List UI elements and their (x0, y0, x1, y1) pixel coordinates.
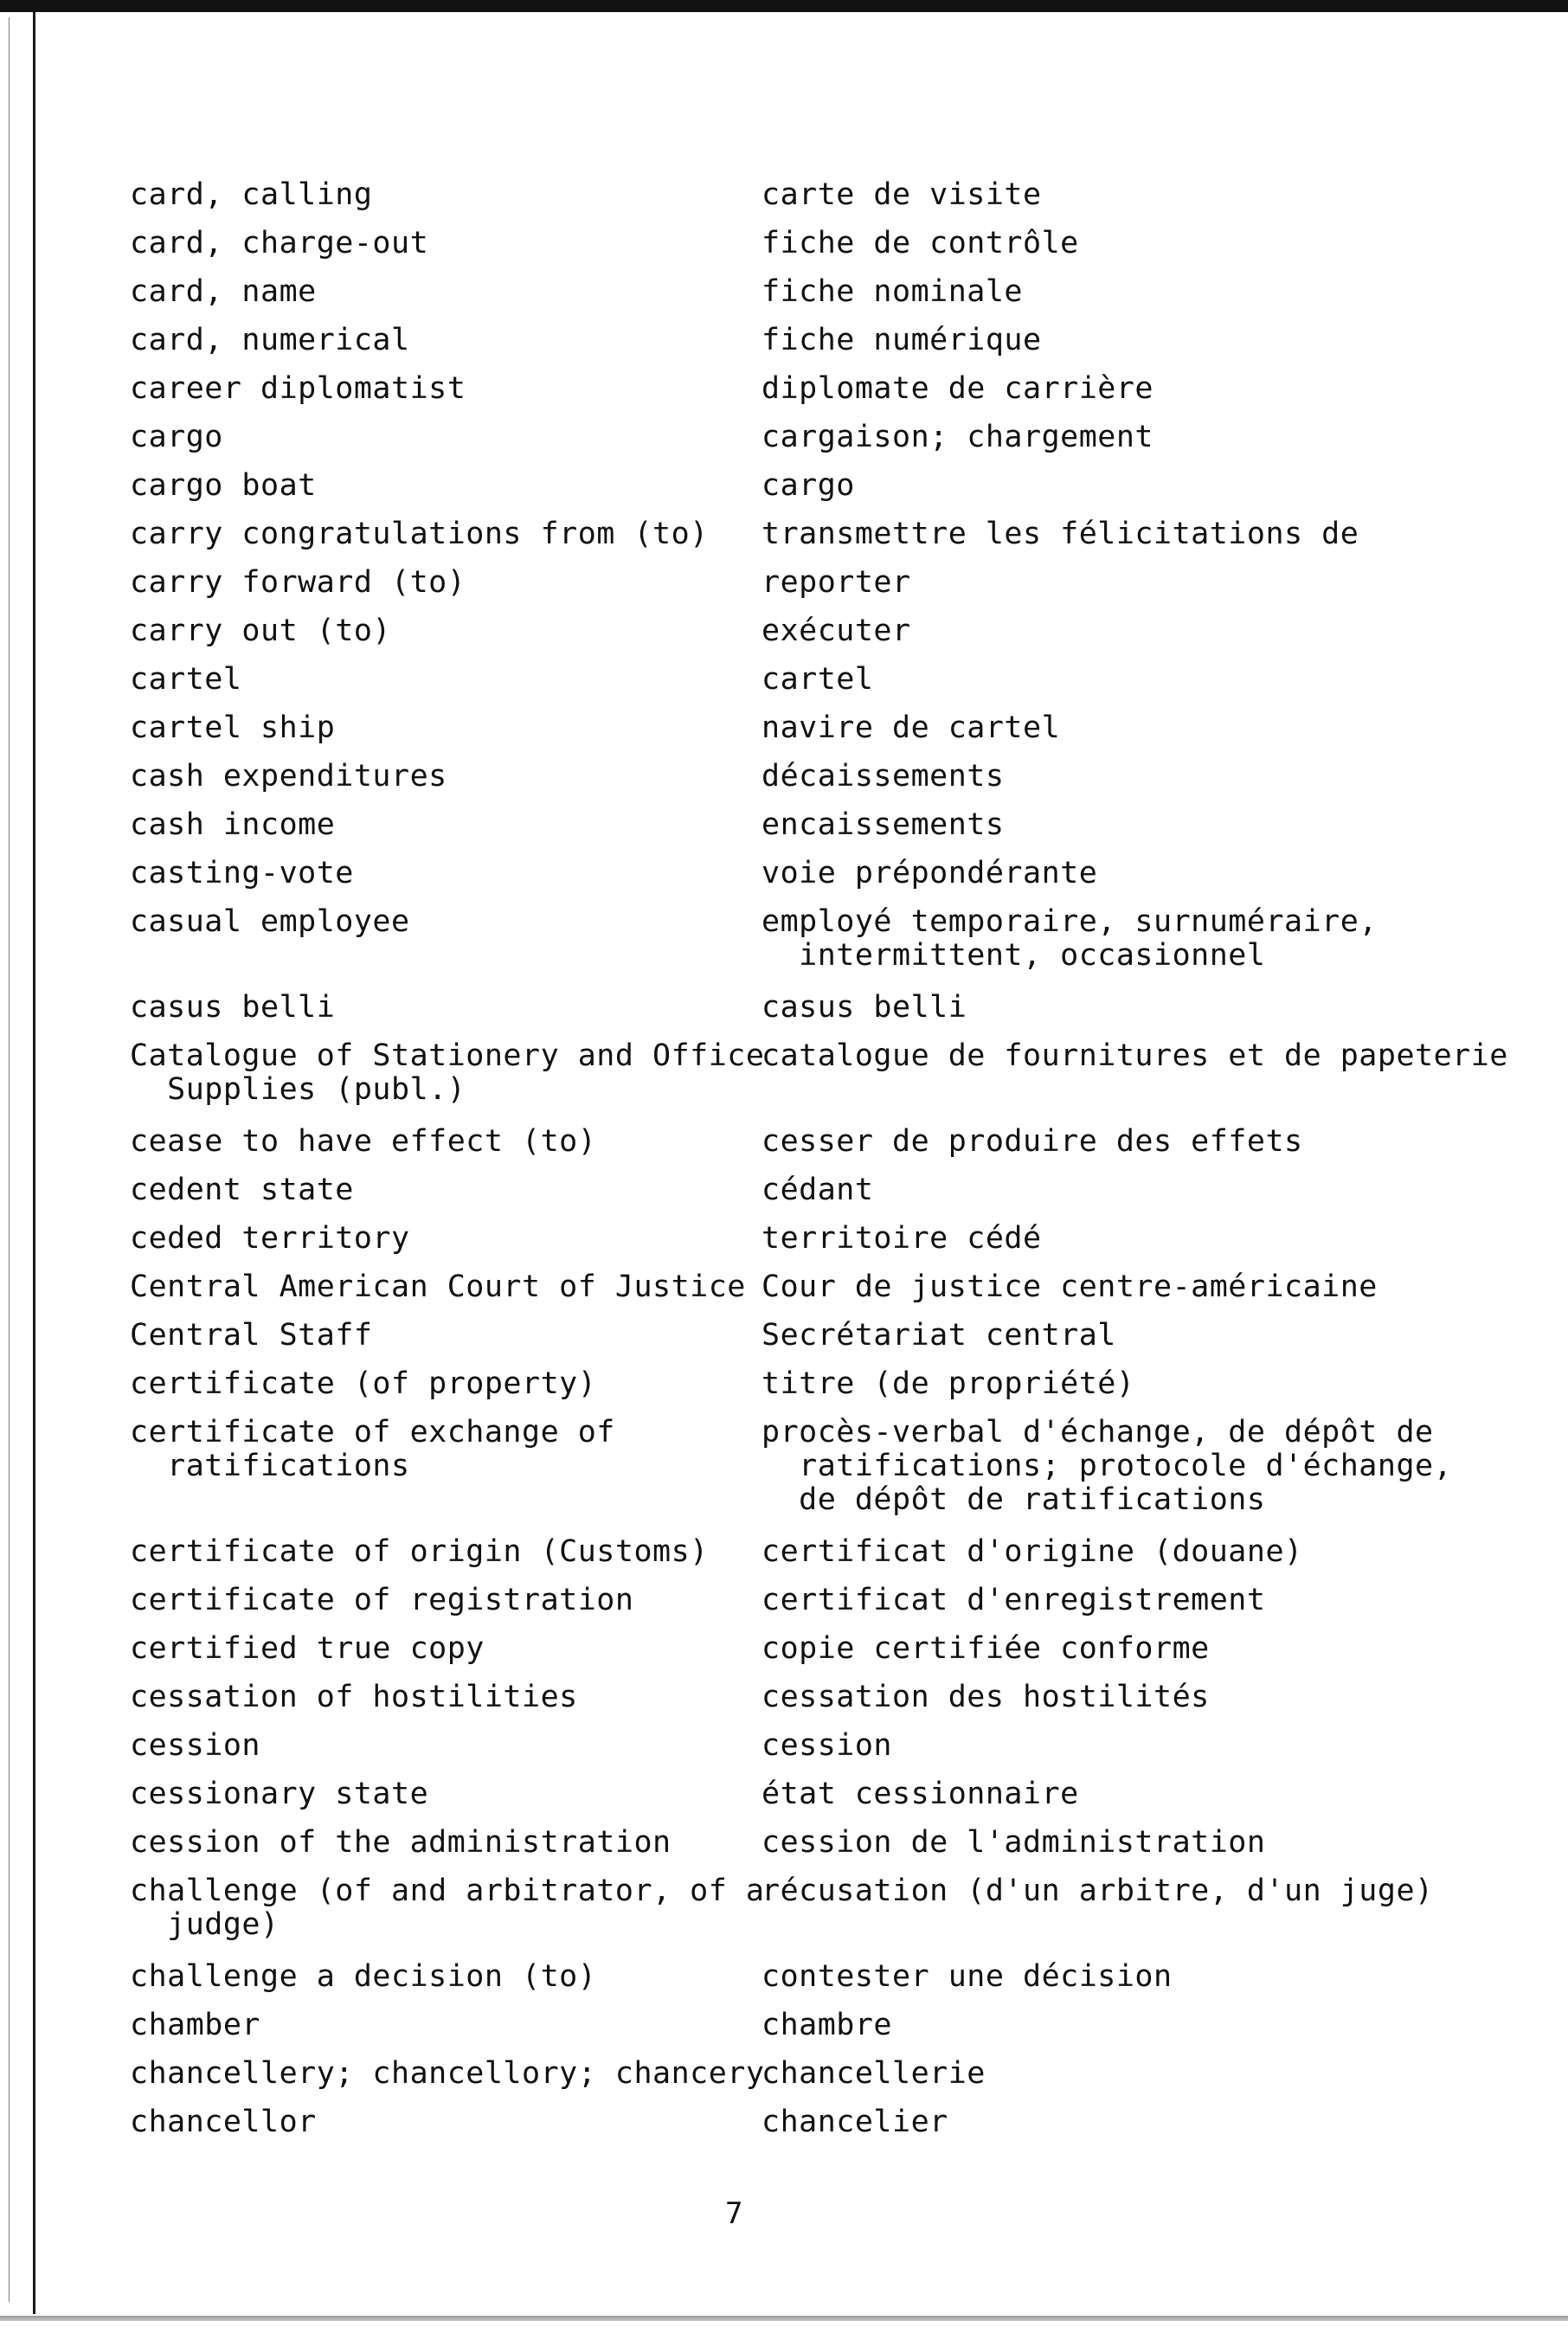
english-term: certificate (of property) (130, 1366, 597, 1401)
french-term: chambre (762, 2008, 893, 2042)
english-term: casus belli (130, 990, 336, 1025)
glossary-row (130, 2009, 1480, 2042)
french-term: carte de visite (762, 177, 1042, 212)
glossary-row (130, 1416, 1480, 1517)
scan-binding-line (33, 12, 35, 2314)
french-term: fiche de contrôle (762, 226, 1079, 260)
french-term: cartel (762, 662, 874, 697)
french-term: encaissements (762, 807, 1005, 842)
english-term: cash expenditures (130, 759, 447, 794)
glossary-row (130, 421, 1480, 454)
glossary-row (130, 2105, 1480, 2139)
french-term: chancelier (762, 2105, 948, 2139)
english-term: cash income (130, 807, 336, 842)
glossary-row (130, 711, 1480, 745)
french-term: chancellerie (762, 2056, 986, 2091)
english-term: ceded territory (130, 1221, 410, 1256)
french-term: exécuter (762, 614, 911, 648)
glossary-row (130, 372, 1480, 406)
french-term: diplomate de carrière (762, 371, 1154, 406)
french-term: copie certifiée conforme (762, 1631, 1210, 1666)
english-term: certified true copy (130, 1631, 485, 1666)
glossary-row (130, 991, 1480, 1025)
glossary-row (130, 1874, 1480, 1942)
glossary-row (130, 1584, 1480, 1617)
french-term: cargaison; chargement (762, 420, 1154, 454)
glossary-row (130, 1632, 1480, 1666)
glossary-row (130, 1826, 1480, 1860)
english-term: challenge (of and arbitrator, of a judge) (130, 1874, 765, 1942)
english-term: cartel ship (130, 710, 336, 745)
french-term: cessation des hostilités (762, 1680, 1210, 1714)
english-term: card, charge-out (130, 226, 429, 260)
english-term: cease to have effect (to) (130, 1124, 597, 1159)
glossary-row (130, 1125, 1480, 1159)
english-term: chancellery; chancellory; chancery (130, 2056, 765, 2091)
english-term: Central American Court of Justice (130, 1270, 746, 1304)
english-term: carry out (to) (130, 614, 392, 648)
french-term: cédant (762, 1173, 874, 1207)
french-term: certificat d'enregistrement (762, 1583, 1266, 1617)
english-term: carry congratulations from (to) (130, 517, 709, 551)
french-term: casus belli (762, 990, 967, 1025)
glossary-row (130, 1173, 1480, 1207)
french-term: titre (de propriété) (762, 1366, 1135, 1401)
french-term: état cessionnaire (762, 1777, 1079, 1811)
glossary-row (130, 614, 1480, 648)
english-term: card, calling (130, 177, 373, 212)
glossary-row (130, 227, 1480, 260)
english-term: cartel (130, 662, 242, 697)
english-term: cargo boat (130, 468, 317, 503)
english-term: Central Staff (130, 1318, 373, 1353)
french-term: certificat d'origine (douane) (762, 1534, 1303, 1569)
scan-bottom-edge (0, 2316, 1568, 2321)
english-term: cargo (130, 420, 223, 454)
english-term: casting-vote (130, 856, 354, 890)
french-term: Cour de justice centre-américaine (762, 1270, 1378, 1304)
glossary-row (130, 178, 1480, 212)
english-term: career diplomatist (130, 371, 466, 406)
glossary-row (130, 1535, 1480, 1569)
french-term: procès-verbal d'échange, de dépôt de ratifications; protocole d'échange, de dépôt de ratifications (762, 1415, 1453, 1517)
french-term: Secrétariat central (762, 1318, 1116, 1353)
glossary-row (130, 566, 1480, 600)
french-term: navire de cartel (762, 710, 1061, 745)
glossary-row (130, 1222, 1480, 1256)
english-term: casual employee (130, 904, 410, 939)
scan-top-border (0, 0, 1568, 12)
french-term: voie prépondérante (762, 856, 1098, 890)
english-term: carry forward (to) (130, 565, 466, 600)
french-term: décaissements (762, 759, 1005, 794)
glossary-row (130, 1960, 1480, 1994)
english-term: cedent state (130, 1173, 354, 1207)
english-term: certificate of registration (130, 1583, 634, 1617)
english-term: certificate of origin (Customs) (130, 1534, 709, 1569)
glossary-row (130, 1270, 1480, 1304)
glossary-row (130, 1681, 1480, 1714)
glossary-row (130, 663, 1480, 697)
english-term: cessation of hostilities (130, 1680, 578, 1714)
glossary-row (130, 2057, 1480, 2091)
english-term: Catalogue of Stationery and Office Supplies (publ.) (130, 1038, 765, 1107)
english-term: chamber (130, 2008, 261, 2042)
french-term: contester une décision (762, 1959, 1173, 1994)
french-term: catalogue de fournitures et de papeterie (762, 1038, 1508, 1073)
scan-left-edge (9, 17, 10, 2302)
french-term: reporter (762, 565, 911, 600)
glossary-row (130, 808, 1480, 842)
glossary-row (130, 905, 1480, 973)
glossary-row (130, 1038, 1508, 1107)
english-term: cession (130, 1728, 261, 1763)
english-term: card, numerical (130, 323, 410, 357)
french-term: cargo (762, 468, 855, 503)
french-term: cession de l'administration (762, 1825, 1266, 1860)
glossary-row (130, 1319, 1480, 1353)
french-term: cesser de produire des effets (762, 1124, 1303, 1159)
english-term: card, name (130, 274, 317, 309)
french-term: cession (762, 1728, 893, 1763)
english-term: cession of the administration (130, 1825, 672, 1860)
french-term: fiche nominale (762, 274, 1024, 309)
english-term: certificate of exchange of ratifications (130, 1415, 615, 1483)
glossary-row (130, 469, 1480, 503)
glossary-row (130, 760, 1480, 794)
french-term: transmettre les félicitations de (762, 517, 1359, 551)
glossary-list (130, 177, 1508, 2154)
french-term: employé temporaire, surnuméraire, intermittent, occasionnel (762, 904, 1378, 973)
french-term: récusation (d'un arbitre, d'un juge) (762, 1874, 1434, 1908)
glossary-row (130, 857, 1480, 890)
glossary-row (130, 324, 1480, 357)
glossary-row (130, 1778, 1480, 1811)
glossary-row (130, 518, 1480, 551)
english-term: challenge a decision (to) (130, 1959, 597, 1994)
english-term: chancellor (130, 2105, 317, 2139)
english-term: cessionary state (130, 1777, 429, 1811)
glossary-row (130, 1729, 1480, 1763)
french-term: territoire cédé (762, 1221, 1042, 1256)
glossary-row (130, 275, 1480, 309)
glossary-row (130, 1367, 1480, 1401)
french-term: fiche numérique (762, 323, 1042, 357)
page-number: 7 (725, 2196, 743, 2231)
